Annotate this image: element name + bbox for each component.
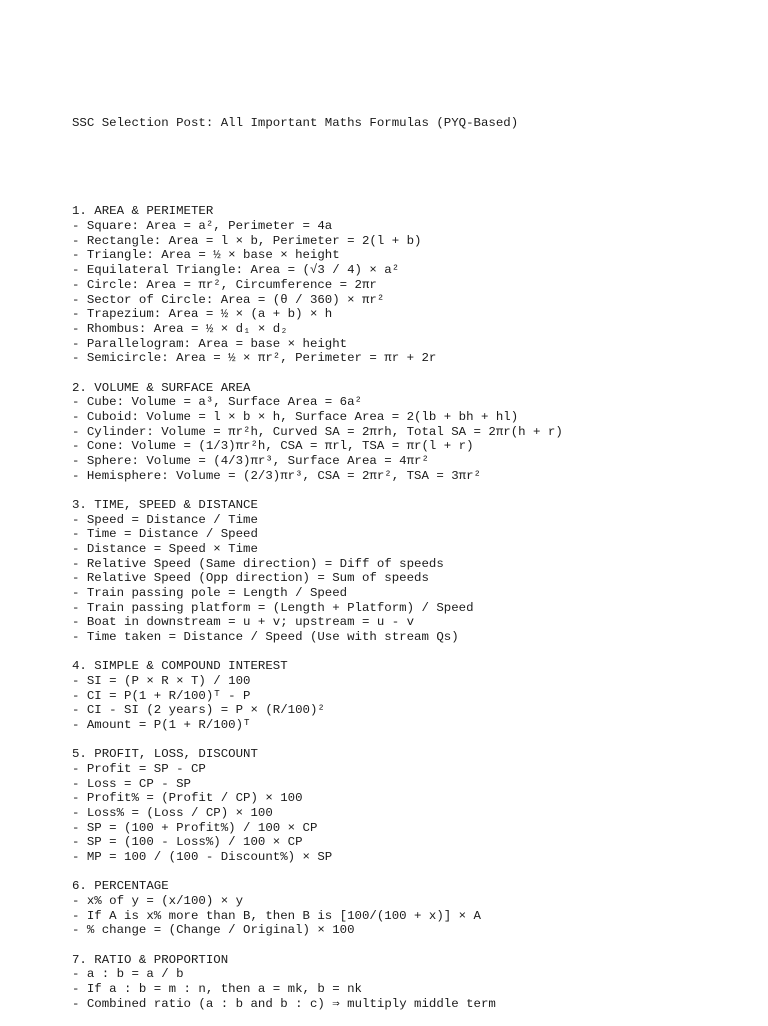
section-heading: 2. VOLUME & SURFACE AREA bbox=[72, 380, 251, 395]
formula-item: - Cuboid: Volume = l × b × h, Surface Area = 2(lb + bh + hl) bbox=[72, 409, 519, 424]
formula-item: - Hemisphere: Volume = (2/3)πr³, CSA = 2πr², TSA = 3πr² bbox=[72, 468, 481, 483]
document-title: SSC Selection Post: All Important Maths Formulas (PYQ-Based) bbox=[72, 116, 519, 131]
section-block bbox=[72, 747, 752, 879]
formula-item: - Relative Speed (Same direction) = Diff of speeds bbox=[72, 556, 444, 571]
formula-item: - Profit = SP - CP bbox=[72, 762, 206, 776]
formula-item: - Speed = Distance / Time bbox=[72, 512, 258, 527]
formula-item: - Triangle: Area = ½ × base × height bbox=[72, 248, 340, 263]
formula-item: - Train passing platform = (Length + Platform) / Speed bbox=[72, 600, 474, 615]
formula-item: - Train passing pole = Length / Speed bbox=[72, 585, 348, 600]
formula-item: - Sphere: Volume = (4/3)πr³, Surface Area = 4πr² bbox=[72, 453, 429, 468]
formula-item: - Cone: Volume = (1/3)πr²h, CSA = πrl, TSA = πr(l + r) bbox=[72, 439, 474, 454]
formula-item: - Amount = P(1 + R/100)ᵀ bbox=[72, 717, 251, 732]
formula-item: - CI - SI (2 years) = P × (R/100)² bbox=[72, 703, 325, 718]
formula-item: - Cylinder: Volume = πr²h, Curved SA = 2πrh, Total SA = 2πr(h + r) bbox=[72, 424, 563, 439]
section-heading: 1. AREA & PERIMETER bbox=[72, 204, 214, 219]
formula-item: - Relative Speed (Opp direction) = Sum of speeds bbox=[72, 571, 429, 586]
formula-item: - Rhombus: Area = ½ × d₁ × d₂ bbox=[72, 321, 288, 336]
formula-item: - Square: Area = a², Perimeter = 4a bbox=[72, 219, 333, 234]
blank-line bbox=[72, 366, 752, 381]
section-block bbox=[72, 953, 752, 1012]
formula-item: - SP = (100 + Profit%) / 100 × CP bbox=[72, 820, 318, 835]
formula-item: - If A is x% more than B, then B is [100/(100 + x)] × A bbox=[72, 908, 481, 923]
formula-item: - % change = (Change / Original) × 100 bbox=[72, 923, 355, 938]
formula-item: - Profit% = (Profit / CP) × 100 bbox=[72, 791, 303, 806]
formula-item: - Sector of Circle: Area = (θ / 360) × πr² bbox=[72, 292, 385, 307]
formula-item: - Rectangle: Area = l × b, Perimeter = 2(l + b) bbox=[72, 233, 422, 248]
formula-item: - Circle: Area = πr², Circumference = 2πr bbox=[72, 277, 377, 292]
blank-line bbox=[72, 645, 752, 660]
section-heading: 6. PERCENTAGE bbox=[72, 879, 169, 894]
formula-item: - SI = (P × R × T) / 100 bbox=[72, 673, 251, 688]
blank-line bbox=[72, 483, 752, 498]
section-block bbox=[72, 498, 752, 659]
formula-item: - If a : b = m : n, then a = mk, b = nk bbox=[72, 982, 362, 997]
sections-container bbox=[72, 204, 752, 1011]
formula-item: - Trapezium: Area = ½ × (a + b) × h bbox=[72, 307, 333, 322]
section-heading: 7. RATIO & PROPORTION bbox=[72, 952, 229, 967]
document-page bbox=[72, 87, 752, 1026]
formula-item: - Time taken = Distance / Speed (Use with stream Qs) bbox=[72, 629, 459, 644]
formula-item: - Cube: Volume = a³, Surface Area = 6a² bbox=[72, 395, 362, 410]
formula-item: - Loss% = (Loss / CP) × 100 bbox=[72, 806, 273, 821]
section-block bbox=[72, 879, 752, 952]
formula-item: - x% of y = (x/100) × y bbox=[72, 894, 244, 909]
section-block bbox=[72, 381, 752, 498]
formula-item: - Semicircle: Area = ½ × πr², Perimeter = πr + 2r bbox=[72, 351, 437, 366]
formula-item: - Parallelogram: Area = base × height bbox=[72, 336, 348, 351]
formula-item: - Boat in downstream = u + v; upstream = u - v bbox=[72, 615, 415, 630]
blank-line bbox=[72, 160, 752, 175]
formula-item: - Equilateral Triangle: Area = (√3 / 4) × a² bbox=[72, 263, 400, 278]
formula-item: - MP = 100 / (100 - Discount%) × SP bbox=[72, 850, 333, 865]
section-block bbox=[72, 659, 752, 747]
formula-item: - Loss = CP - SP bbox=[72, 776, 191, 791]
formula-item: - SP = (100 - Loss%) / 100 × CP bbox=[72, 835, 303, 850]
formula-item: - a : b = a / b bbox=[72, 967, 184, 982]
blank-line bbox=[72, 733, 752, 748]
formula-item: - Combined ratio (a : b and b : c) ⇒ multiply middle term bbox=[72, 996, 496, 1011]
blank-line bbox=[72, 865, 752, 880]
section-heading: 4. SIMPLE & COMPOUND INTEREST bbox=[72, 659, 288, 674]
section-heading: 5. PROFIT, LOSS, DISCOUNT bbox=[72, 747, 258, 762]
blank-line bbox=[72, 938, 752, 953]
formula-item: - Distance = Speed × Time bbox=[72, 541, 258, 556]
section-heading: 3. TIME, SPEED & DISTANCE bbox=[72, 497, 258, 512]
section-block bbox=[72, 204, 752, 380]
formula-item: - CI = P(1 + R/100)ᵀ - P bbox=[72, 688, 251, 703]
formula-item: - Time = Distance / Speed bbox=[72, 527, 258, 542]
